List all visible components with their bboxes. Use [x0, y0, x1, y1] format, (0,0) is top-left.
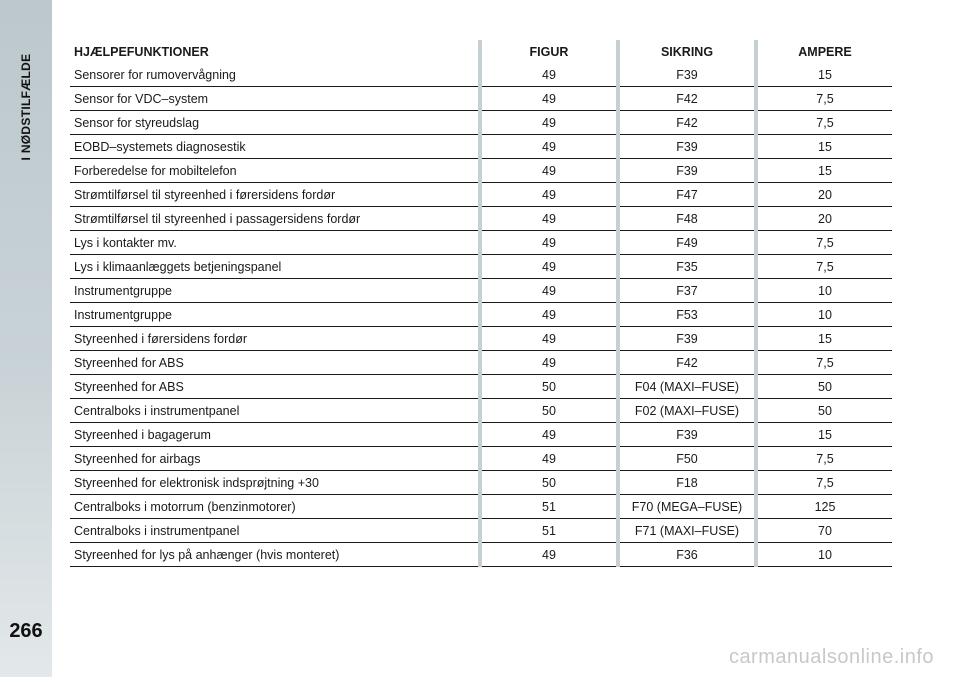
cell-ampere: 7,5 — [758, 447, 892, 471]
cell-ampere: 50 — [758, 375, 892, 399]
cell-ampere: 15 — [758, 327, 892, 351]
table-row — [70, 375, 892, 399]
table-row — [70, 519, 892, 543]
section-label: I NØDSTILFÆLDE — [19, 53, 33, 161]
cell-function: Sensor for styreudslag — [70, 111, 478, 135]
cell-function: Strømtilførsel til styreenhed i førersidens fordør — [70, 183, 478, 207]
cell-fuse: F71 (MAXI–FUSE) — [620, 519, 754, 543]
cell-figure: 49 — [482, 135, 616, 159]
fuse-table — [70, 40, 892, 567]
cell-figure: 49 — [482, 279, 616, 303]
table-row — [70, 279, 892, 303]
table-row — [70, 255, 892, 279]
cell-fuse: F39 — [620, 159, 754, 183]
table-row — [70, 351, 892, 375]
cell-function: Styreenhed i førersidens fordør — [70, 327, 478, 351]
cell-figure: 49 — [482, 87, 616, 111]
cell-function: Styreenhed for ABS — [70, 375, 478, 399]
cell-ampere: 15 — [758, 135, 892, 159]
cell-function: Instrumentgruppe — [70, 279, 478, 303]
cell-fuse: F39 — [620, 135, 754, 159]
cell-ampere: 10 — [758, 279, 892, 303]
page-number: 266 — [9, 620, 43, 642]
table-row — [70, 207, 892, 231]
table-body — [70, 63, 892, 567]
cell-function: Sensorer for rumovervågning — [70, 63, 478, 87]
cell-fuse: F37 — [620, 279, 754, 303]
cell-figure: 50 — [482, 375, 616, 399]
cell-figure: 49 — [482, 231, 616, 255]
table-row — [70, 135, 892, 159]
cell-function: Centralboks i instrumentpanel — [70, 519, 478, 543]
cell-fuse: F49 — [620, 231, 754, 255]
cell-ampere: 20 — [758, 207, 892, 231]
cell-ampere: 15 — [758, 159, 892, 183]
cell-figure: 51 — [482, 495, 616, 519]
cell-figure: 50 — [482, 399, 616, 423]
cell-function: Lys i kontakter mv. — [70, 231, 478, 255]
cell-function: Styreenhed for ABS — [70, 351, 478, 375]
table-row — [70, 543, 892, 567]
cell-figure: 49 — [482, 543, 616, 567]
cell-function: EOBD–systemets diagnosestik — [70, 135, 478, 159]
cell-fuse: F18 — [620, 471, 754, 495]
cell-ampere: 15 — [758, 63, 892, 87]
cell-function: Lys i klimaanlæggets betjeningspanel — [70, 255, 478, 279]
cell-fuse: F42 — [620, 111, 754, 135]
watermark: carmanualsonline.info — [728, 646, 934, 668]
cell-ampere: 7,5 — [758, 471, 892, 495]
cell-figure: 49 — [482, 423, 616, 447]
table-row — [70, 495, 892, 519]
cell-ampere: 20 — [758, 183, 892, 207]
cell-fuse: F35 — [620, 255, 754, 279]
cell-figure: 49 — [482, 207, 616, 231]
cell-figure: 49 — [482, 111, 616, 135]
table-row — [70, 111, 892, 135]
cell-function: Centralboks i instrumentpanel — [70, 399, 478, 423]
header-function: HJÆLPEFUNKTIONER — [74, 44, 209, 59]
table-row — [70, 159, 892, 183]
cell-figure: 49 — [482, 351, 616, 375]
cell-function: Forberedelse for mobiltelefon — [70, 159, 478, 183]
cell-function: Styreenhed i bagagerum — [70, 423, 478, 447]
cell-ampere: 7,5 — [758, 351, 892, 375]
table-header-row — [70, 40, 892, 63]
cell-function: Styreenhed for lys på anhænger (hvis monteret) — [70, 543, 478, 567]
cell-fuse: F50 — [620, 447, 754, 471]
cell-ampere: 15 — [758, 423, 892, 447]
cell-fuse: F42 — [620, 351, 754, 375]
header-figure: FIGUR — [529, 44, 569, 59]
cell-ampere: 10 — [758, 543, 892, 567]
table-row — [70, 87, 892, 111]
cell-ampere: 7,5 — [758, 231, 892, 255]
cell-function: Sensor for VDC–system — [70, 87, 478, 111]
cell-fuse: F39 — [620, 423, 754, 447]
table-row — [70, 471, 892, 495]
cell-ampere: 7,5 — [758, 111, 892, 135]
table-row — [70, 447, 892, 471]
cell-ampere: 50 — [758, 399, 892, 423]
table-row — [70, 303, 892, 327]
cell-ampere: 7,5 — [758, 255, 892, 279]
cell-ampere: 10 — [758, 303, 892, 327]
cell-function: Instrumentgruppe — [70, 303, 478, 327]
header-fuse: SIKRING — [660, 44, 714, 59]
cell-fuse: F39 — [620, 63, 754, 87]
cell-fuse: F42 — [620, 87, 754, 111]
table-row — [70, 399, 892, 423]
cell-fuse: F70 (MEGA–FUSE) — [620, 495, 754, 519]
cell-figure: 49 — [482, 183, 616, 207]
cell-function: Strømtilførsel til styreenhed i passagersidens fordør — [70, 207, 478, 231]
cell-function: Styreenhed for elektronisk indsprøjtning +30 — [70, 471, 478, 495]
cell-figure: 49 — [482, 327, 616, 351]
cell-ampere: 7,5 — [758, 87, 892, 111]
cell-fuse: F02 (MAXI–FUSE) — [620, 399, 754, 423]
header-ampere: AMPERE — [798, 44, 852, 59]
cell-function: Styreenhed for airbags — [70, 447, 478, 471]
cell-figure: 51 — [482, 519, 616, 543]
cell-fuse: F48 — [620, 207, 754, 231]
cell-ampere: 70 — [758, 519, 892, 543]
cell-fuse: F47 — [620, 183, 754, 207]
table-row — [70, 183, 892, 207]
sidebar — [0, 0, 52, 677]
table-row — [70, 423, 892, 447]
cell-figure: 49 — [482, 447, 616, 471]
table-row — [70, 63, 892, 87]
cell-figure: 49 — [482, 255, 616, 279]
cell-function: Centralboks i motorrum (benzinmotorer) — [70, 495, 478, 519]
cell-ampere: 125 — [758, 495, 892, 519]
cell-fuse: F53 — [620, 303, 754, 327]
cell-fuse: F39 — [620, 327, 754, 351]
table-row — [70, 231, 892, 255]
cell-figure: 49 — [482, 159, 616, 183]
table-row — [70, 327, 892, 351]
cell-figure: 49 — [482, 303, 616, 327]
cell-figure: 50 — [482, 471, 616, 495]
cell-fuse: F04 (MAXI–FUSE) — [620, 375, 754, 399]
cell-fuse: F36 — [620, 543, 754, 567]
cell-figure: 49 — [482, 63, 616, 87]
